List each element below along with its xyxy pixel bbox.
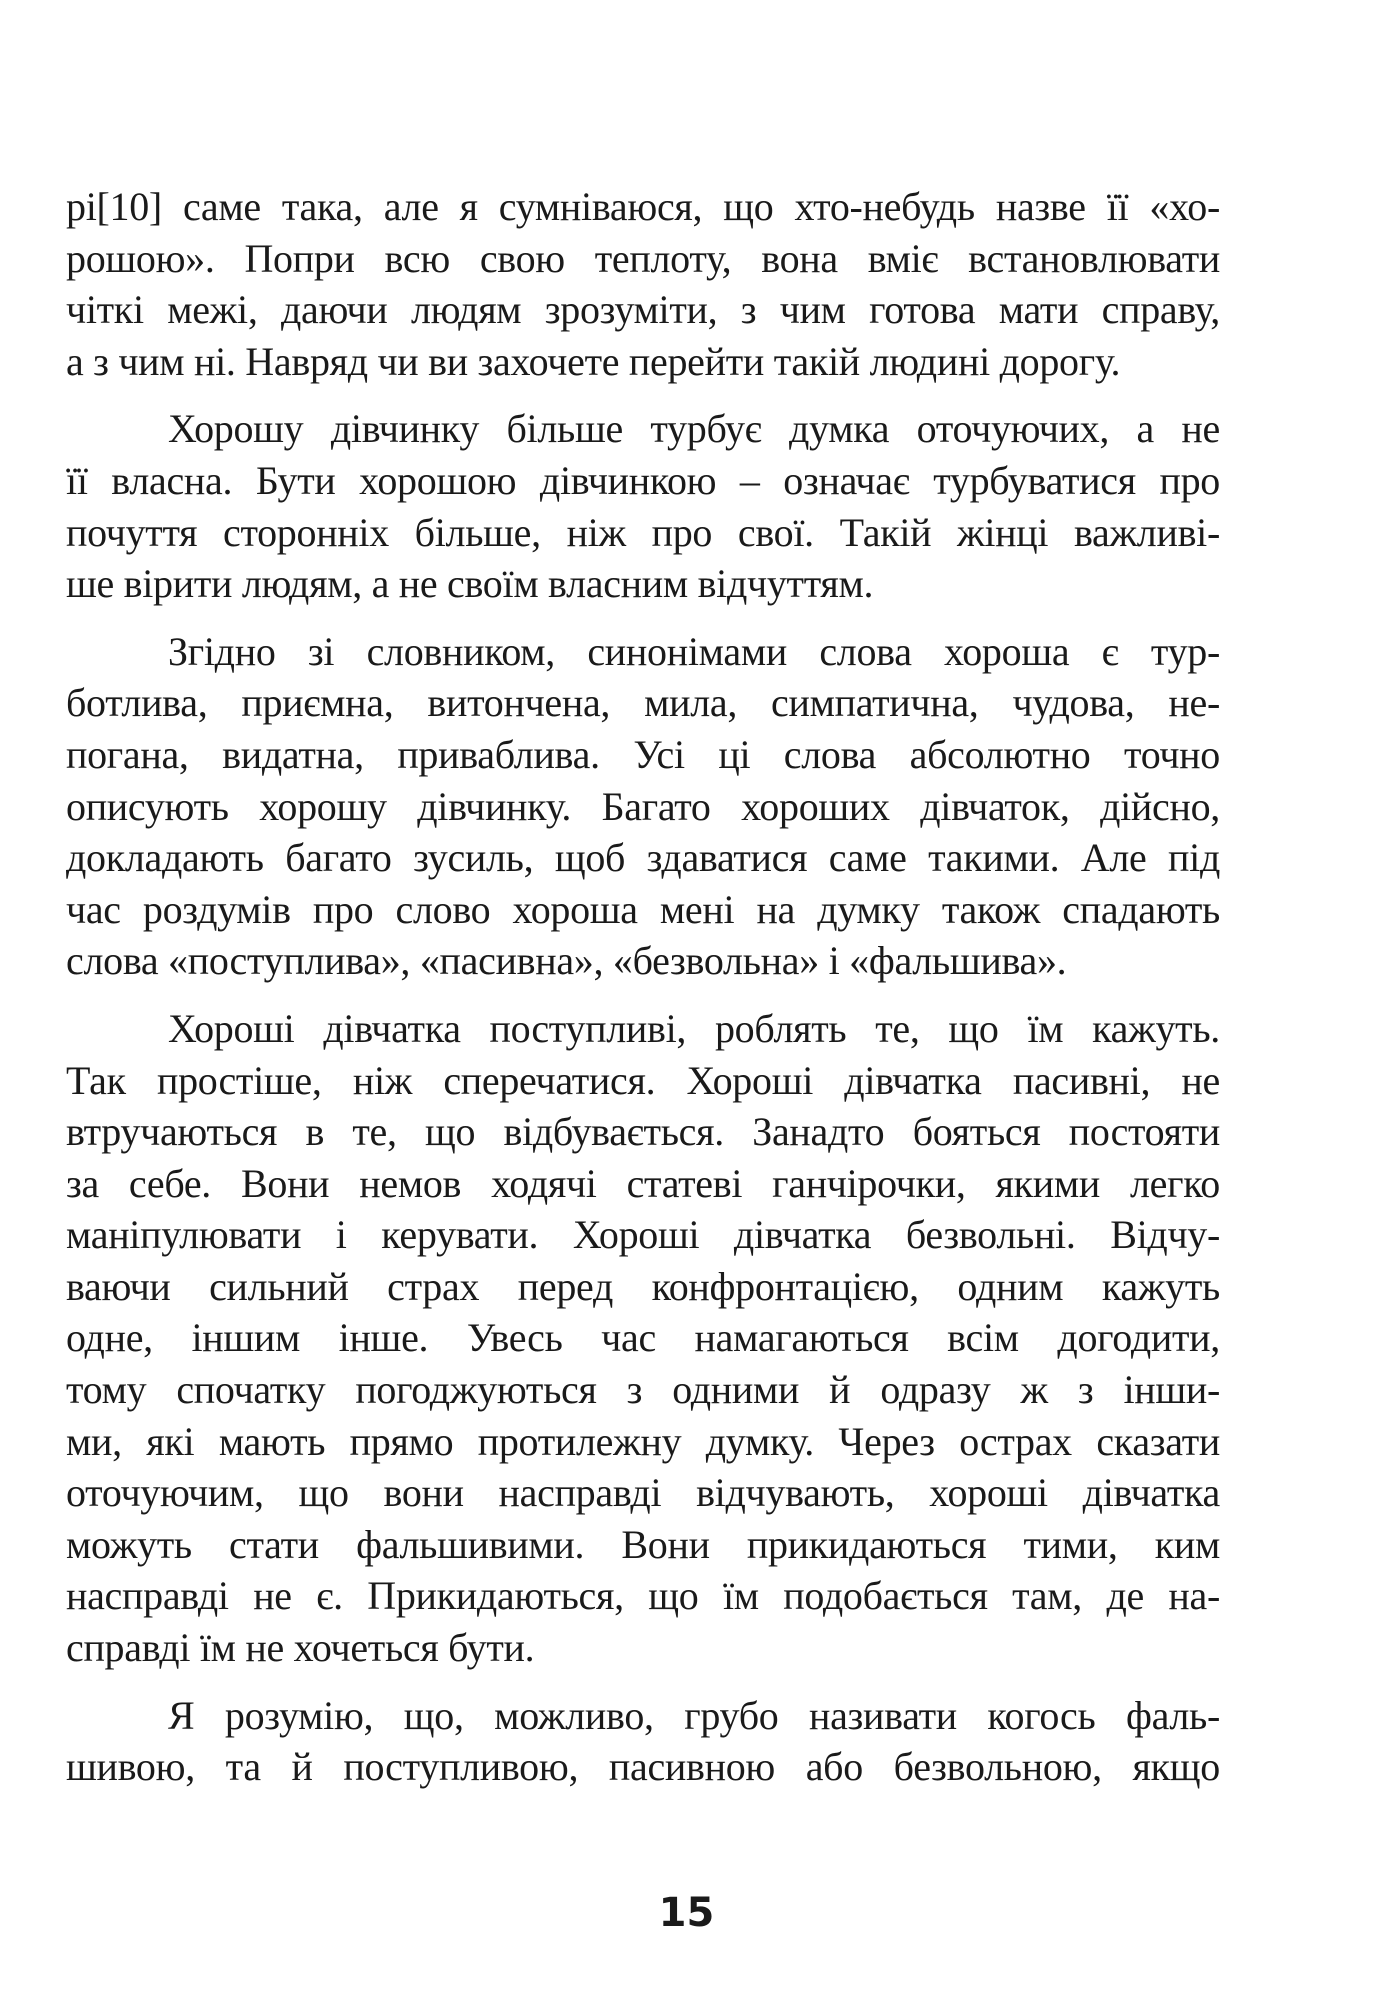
text-line: рі[10] саме така, але я сумніваюся, що хто-небудь назве її «хо- [66,184,1220,229]
text-line: слова «поступлива», «пасивна», «безвольна» і «фальшива». [66,938,1067,984]
text-line: справді їм не хочеться бути. [66,1625,535,1671]
text-line: Так простіше, ніж сперечатися. Хороші дівчатка пасивні, не [66,1057,1220,1103]
text-line: одне, іншим інше. Увесь час намагаються всім догодити, [66,1315,1220,1361]
text-line: втручаються в те, що відбувається. Занадто бояться постояти [66,1109,1220,1155]
text-line: ше вірити людям, а не своїм власним відчуттям. [66,561,874,607]
paragraph [66,403,1220,609]
text-line: за себе. Вони немов ходячі статеві ганчірочки, якими легко [66,1160,1220,1206]
paragraph [66,626,1220,987]
text-line: її власна. Бути хорошою дівчинкою – означає турбуватися про [66,457,1220,503]
paragraph [66,181,1220,387]
text-line: описують хорошу дівчинку. Багато хороших дівчаток, дійсно, [66,783,1220,829]
paragraph [66,1003,1220,1674]
text-line: Хорошу дівчинку більше турбує думка оточуючих, а не [168,406,1220,452]
text-line: рошою». Попри всю свою теплоту, вона вміє встановлювати [66,235,1220,281]
text-line: ваючи сильний страх перед конфронтацією, одним кажуть [66,1263,1220,1309]
text-line: шивою, та й поступливою, пасивною або безвольною, якщо [66,1744,1220,1790]
text-line: насправді не є. Прикидаються, що їм подобається там, де на- [66,1573,1220,1619]
paragraph [66,1690,1220,1793]
text-line: Я розумію, що, можливо, грубо називати когось фаль- [168,1692,1220,1738]
text-line: чіткі межі, даючи людям зрозуміти, з чим готова мати справу, [66,287,1220,333]
text-line: оточуючим, що вони насправді відчувають, хороші дівчатка [66,1470,1220,1516]
text-line: ми, які мають прямо протилежну думку. Через острах сказати [66,1418,1220,1464]
text-line: можуть стати фальшивими. Вони прикидаються тими, ким [66,1521,1220,1567]
text-line: а з чим ні. Навряд чи ви захочете перейти такій людині дорогу. [66,338,1121,384]
text-line: докладають багато зусиль, щоб здаватися саме такими. Але під [66,835,1220,881]
text-line: погана, видатна, приваблива. Усі ці слова абсолютно точно [66,731,1220,777]
page-body [66,181,1220,1809]
text-line: Згідно зі словником, синонімами слова хороша є тур- [168,628,1220,674]
page-number: 15 [658,1890,715,1936]
text-line: час роздумів про слово хороша мені на думку також спадають [66,886,1220,932]
text-line: тому спочатку погоджуються з одними й одразу ж з інши- [66,1367,1220,1413]
text-line: ботлива, приємна, витончена, мила, симпатична, чудова, не- [66,680,1220,726]
text-line: маніпулювати і керувати. Хороші дівчатка безвольні. Відчу- [66,1212,1220,1258]
text-line: Хороші дівчатка поступливі, роблять те, що їм кажуть. [168,1005,1220,1051]
text-line: почуття сторонніх більше, ніж про свої. Такій жінці важливі- [66,509,1220,555]
